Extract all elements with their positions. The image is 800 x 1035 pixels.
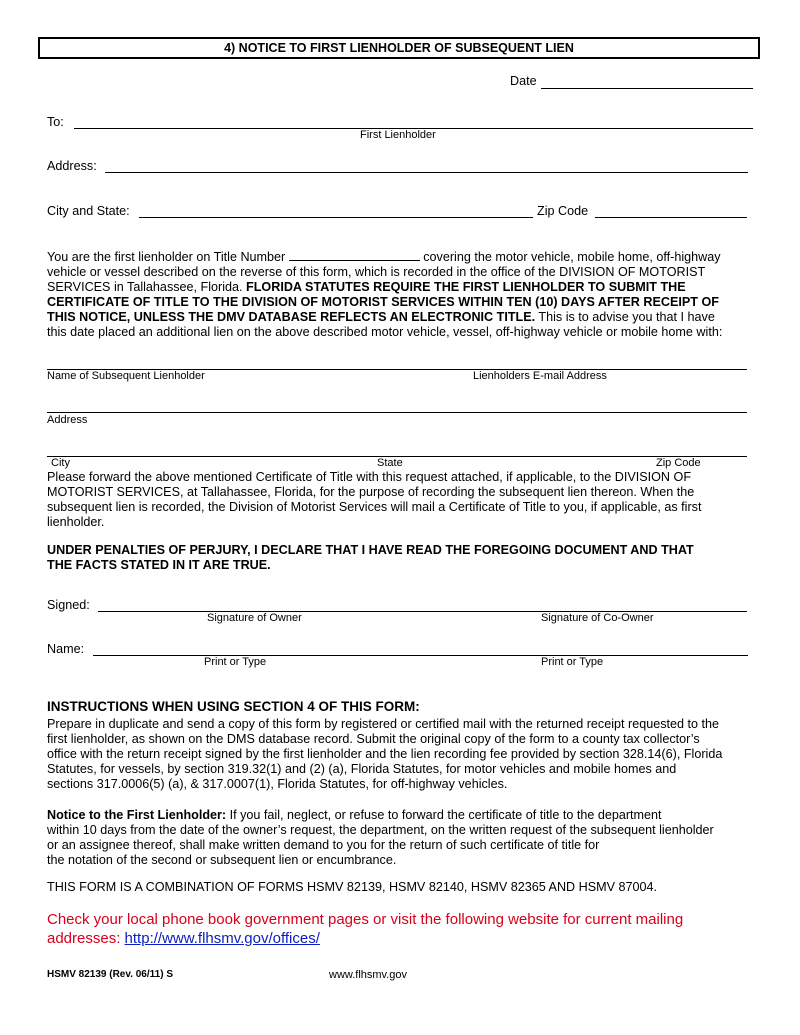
contact-text: addresses: <box>47 930 121 947</box>
state-caption: State <box>377 457 403 469</box>
notice-text: this date placed an additional lien on the above described motor vehicle, vessel, off-highway vehicle or mobile home with: <box>47 325 723 339</box>
forward-text: lienholder. <box>47 515 105 529</box>
notice-text: You are the first lienholder on Title Number <box>47 250 286 264</box>
forward-text: subsequent lien is recorded, the Division of Motorist Services will mail a Certificate of Title to you, if applicable, as first <box>47 500 702 514</box>
instructions-text: first lienholder, as shown on the DMS database record. Submit the original copy of the form to a county tax collector’s <box>47 732 700 746</box>
notice-text: vehicle or vessel described on the reverse of this form, which is recorded in the office of the DIVISION OF MOTORIST <box>47 265 706 279</box>
first-lienholder-notice-text: or an assignee thereof, shall make written demand to you for the return of such certificate of title for <box>47 838 600 852</box>
first-lienholder-notice-text: the notation of the second or subsequent lien or encumbrance. <box>47 853 397 867</box>
contact-info <box>47 910 753 948</box>
notice-text: SERVICES in Tallahassee, Florida. <box>47 280 243 294</box>
name-label: Name: <box>47 642 85 656</box>
address-field[interactable] <box>105 172 748 173</box>
forward-text: MOTORIST SERVICES, at Tallahassee, Florida, for the purpose of recording the subsequent lien thereon. When the <box>47 485 695 499</box>
print-type-caption: Print or Type <box>204 656 267 668</box>
perjury-text: UNDER PENALTIES OF PERJURY, I DECLARE THAT I HAVE READ THE FOREGOING DOCUMENT AND THAT <box>47 543 694 557</box>
print-type-caption: Print or Type <box>541 656 604 668</box>
offices-link[interactable]: http://www.flhsmv.gov/offices/ <box>124 930 320 947</box>
signed-label: Signed: <box>47 598 90 612</box>
footer-website: www.flhsmv.gov <box>329 969 408 981</box>
subsequent-address-field[interactable] <box>47 412 747 413</box>
contact-text: Check your local phone book government pages or visit the following website for current mailing <box>47 911 684 928</box>
notice-paragraph <box>47 249 753 340</box>
first-lienholder-caption: First Lienholder <box>360 129 436 141</box>
statute-warning: CERTIFICATE OF TITLE TO THE DIVISION OF MOTORIST SERVICES WITHIN TEN (10) DAYS AFTER RECEIPT OF <box>47 295 719 309</box>
instructions-paragraph <box>47 717 753 792</box>
statute-warning: FLORIDA STATUTES REQUIRE THE FIRST LIENHOLDER TO SUBMIT THE <box>246 280 686 294</box>
perjury-text: THE FACTS STATED IN IT ARE TRUE. <box>47 558 271 572</box>
city-state-field[interactable] <box>139 217 533 218</box>
city-caption: City <box>51 457 70 469</box>
first-lienholder-notice-text: within 10 days from the date of the owner’s request, the department, on the written request of the subsequent lienholder <box>47 823 714 837</box>
instructions-text: office with the return receipt signed by the first lienholder and the lien recording fee provided by section 328.14(6), Florida <box>47 747 723 761</box>
zip-field[interactable] <box>595 217 747 218</box>
forward-text: Please forward the above mentioned Certificate of Title with this request attached, if applicable, to the DIVISION OF <box>47 470 692 484</box>
owner-signature-caption: Signature of Owner <box>207 612 302 624</box>
address-label: Address: <box>47 159 97 173</box>
statute-warning: THIS NOTICE, UNLESS THE DMV DATABASE REFLECTS AN ELECTRONIC TITLE. <box>47 310 536 324</box>
subsequent-address-caption: Address <box>47 414 88 426</box>
form-number: HSMV 82139 (Rev. 06/11) S <box>47 969 173 980</box>
subsequent-lienholder-caption: Name of Subsequent Lienholder <box>47 370 205 382</box>
first-lienholder-notice-text: If you fail, neglect, or refuse to forward the certificate of title to the department <box>226 808 662 822</box>
instructions-text: sections 317.0006(5) (a), & 317.0007(1), Florida Statutes, for off-highway vehicles. <box>47 777 508 791</box>
title-number-field[interactable] <box>289 249 420 261</box>
to-label: To: <box>47 115 64 129</box>
form-title: 4) NOTICE TO FIRST LIENHOLDER OF SUBSEQUENT LIEN <box>38 37 760 59</box>
instructions-text: Prepare in duplicate and send a copy of this form by registered or certified mail with the returned receipt requested to the <box>47 717 720 731</box>
email-caption: Lienholders E-mail Address <box>473 370 607 382</box>
coowner-signature-caption: Signature of Co-Owner <box>541 612 654 624</box>
notice-text: This is to advise you that I have <box>538 310 715 324</box>
city-state-label: City and State: <box>47 204 130 218</box>
instructions-text: Statutes, for vessels, by section 319.32(1) and (2) (a), Florida Statutes, for motor vehicles and mobile homes and <box>47 762 677 776</box>
first-lienholder-notice-label: Notice to the First Lienholder: <box>47 808 227 822</box>
combination-statement: THIS FORM IS A COMBINATION OF FORMS HSMV 82139, HSMV 82140, HSMV 82365 AND HSMV 87004. <box>47 880 658 894</box>
zip-label: Zip Code <box>537 204 589 218</box>
forward-paragraph <box>47 470 753 530</box>
name-field[interactable] <box>93 655 748 656</box>
perjury-declaration <box>47 543 753 573</box>
date-label: Date <box>510 74 537 88</box>
notice-text: covering the motor vehicle, mobile home, off-highway <box>423 250 721 264</box>
first-lienholder-notice <box>47 808 753 868</box>
zip-caption: Zip Code <box>656 457 701 469</box>
instructions-heading: INSTRUCTIONS WHEN USING SECTION 4 OF THIS FORM: <box>47 699 420 714</box>
date-field[interactable] <box>541 88 753 89</box>
